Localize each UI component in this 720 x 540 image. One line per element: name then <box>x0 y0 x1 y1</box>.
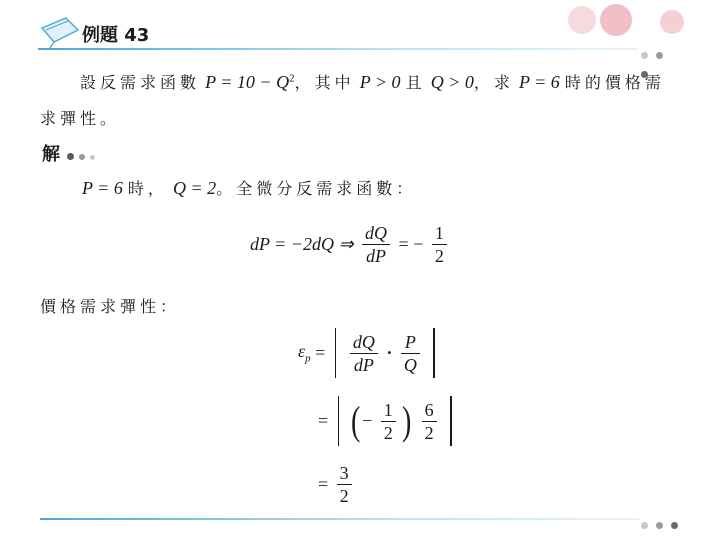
footer-line <box>40 518 640 520</box>
problem-line-2: 求彈性。 <box>40 109 121 128</box>
fraction-dq-dp: $\frac{dQ}{dP}$ <box>362 222 390 267</box>
header <box>38 16 678 56</box>
elasticity-label: 價格需求彈性： <box>40 297 181 316</box>
elasticity-eq-2: = ( − $\frac{1}{2}$ ) $\frac{6}{2}$ <box>318 396 457 446</box>
solution-label-text: 解 <box>42 144 60 165</box>
fraction-one-half: $\frac{1}{2}$ <box>432 222 447 267</box>
abs-bar-right <box>433 328 435 378</box>
footer-dots <box>641 514 678 533</box>
fraction-final: $\frac{3}{2}$ <box>337 462 352 507</box>
elasticity-eq-3: = $\frac{3}{2}$ <box>318 462 356 507</box>
solution-label <box>42 140 95 166</box>
elasticity-eq-1: $\varepsilon_p$ = $\frac{dQ}{dP}$ · $\frac{P}{Q}$ <box>298 328 440 378</box>
problem-line-1: 設反需求函數 $P = 10 - Q^2$，其中 P > 0 且 Q > 0，求 P = 6 時的價格需 <box>80 72 665 92</box>
step-1: P = 6 時， Q = 2。全微分反需求函數： <box>82 178 417 198</box>
header-underline <box>38 48 638 50</box>
abs-bar-left <box>335 328 337 378</box>
equation-1: dP = −2dQ ⇒ $\frac{dQ}{dP}$ = − $\frac{1}{2}$ <box>250 222 451 267</box>
page-title: 例題 43 <box>82 25 150 46</box>
pencil-icon <box>38 16 82 50</box>
